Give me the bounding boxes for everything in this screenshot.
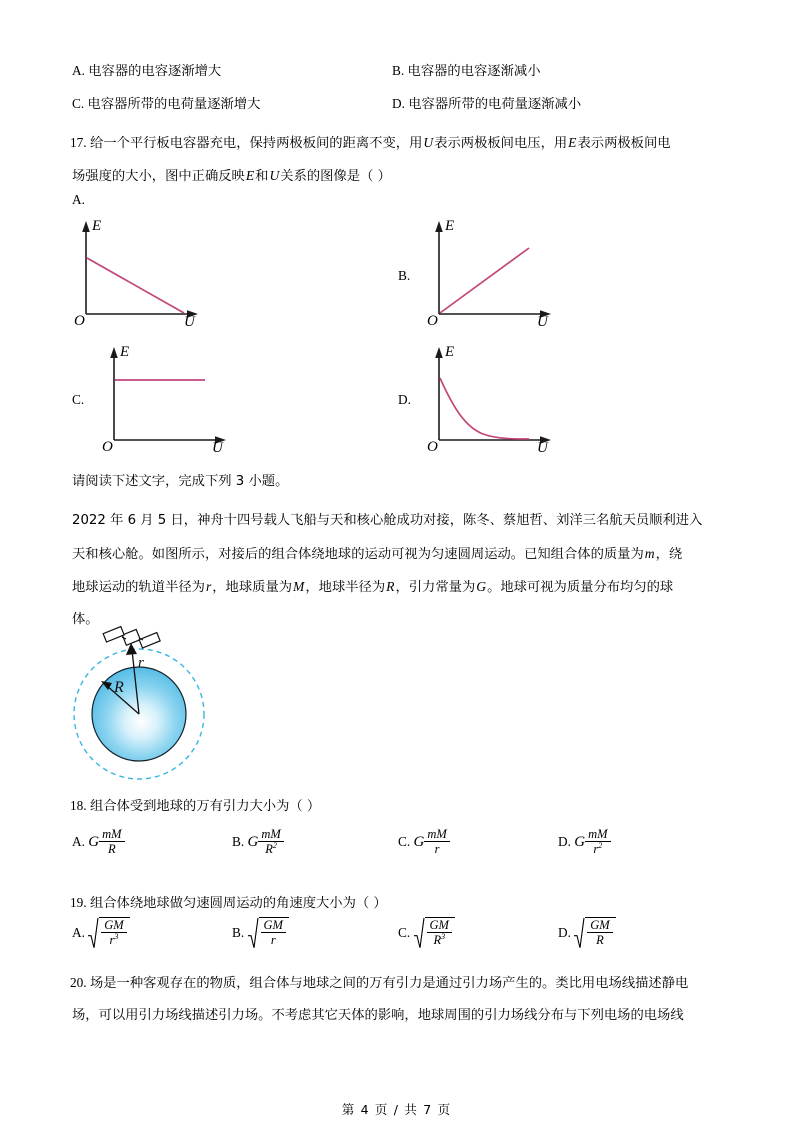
q19-option-a-radical	[88, 917, 129, 949]
q18-option-d-num: mM	[588, 827, 608, 841]
q17-graph-d[interactable]	[425, 341, 565, 456]
passage-line-2	[72, 544, 682, 565]
graph-c-y-axis-label: E	[120, 344, 130, 360]
graph-b-origin-label: O	[427, 313, 438, 329]
q19-option-b[interactable]	[232, 918, 289, 950]
q20-stem-line-2: 场，可以用引力场线描述引力场。不考虑其它天体的影响，地球周围的引力场线分布与下列电场的电场线	[72, 1008, 684, 1023]
q18-option-b-fraction	[258, 827, 283, 857]
q18-option-c-label: C.	[398, 833, 411, 849]
passage-line-3-text-e: 。地球可视为质量分布均匀的球	[487, 580, 674, 595]
q19-option-d-radical	[574, 917, 615, 949]
q18-option-c-fraction	[424, 827, 449, 857]
graph-d-origin-label: O	[427, 439, 438, 455]
q16-option-b[interactable]	[392, 60, 541, 79]
q17-graph-c[interactable]	[100, 341, 240, 456]
q16-option-d-text: 电容器所带的电荷量逐渐减小	[408, 97, 582, 112]
q19-option-a-exp: 3	[114, 932, 119, 942]
q18-option-d-den: $r^2$	[585, 841, 610, 856]
q17-stem-text-2a: 场强度的大小，图中正确反映	[72, 169, 245, 184]
q17-graph-c-label: C.	[72, 392, 85, 407]
q20-stem-line-1	[70, 973, 688, 994]
q16-option-b-label: B.	[392, 63, 405, 78]
q19-option-c[interactable]	[398, 918, 455, 950]
q18-option-b-num: mM	[261, 827, 281, 841]
q16-option-c[interactable]	[72, 93, 260, 112]
passage-line-1: 2022 年 6 月 5 日，神舟十四号载人飞船与天和核心舱成功对接，陈冬、蔡旭哲、刘洋三名航天员顺利进入	[72, 513, 703, 528]
earth-radius-label-text: R	[114, 679, 124, 696]
passage-line-2-text-a: 天和核心舱。如图所示，对接后的组合体绕地球的运动可视为匀速圆周运动。已知组合体的质量为	[72, 547, 644, 562]
q17-number: 17.	[70, 135, 87, 150]
q17-stem-and: 和	[255, 169, 269, 184]
q17-stem-line-2	[72, 166, 391, 187]
passage-line-3-text-b: ，地球质量为	[212, 580, 293, 595]
q18-option-a[interactable]	[72, 828, 125, 858]
q17-graph-b-label: B.	[398, 268, 411, 283]
graph-a-origin-label: O	[74, 313, 85, 329]
q18-option-d-exp: 2	[598, 841, 603, 851]
q19-option-c-fraction	[427, 918, 452, 948]
q18-option-a-fraction	[99, 827, 124, 857]
sqrt-icon	[414, 917, 425, 949]
q19-option-b-label: B.	[232, 924, 245, 940]
q17-stem-text-1b: 表示两极板间电压，用	[434, 136, 568, 151]
graph-c-x-axis-label: U	[212, 440, 223, 456]
q19-option-a-fraction	[101, 918, 126, 948]
q18-option-d-fraction	[585, 827, 610, 857]
q19-option-a-den: $r^3$	[101, 932, 126, 947]
graph-c-origin-label: O	[102, 439, 113, 455]
q19-option-c-den: $R^3$	[427, 932, 452, 947]
q19-option-d-label: D.	[558, 924, 571, 940]
graph-a-x-axis-label: U	[184, 314, 195, 330]
q18-option-b[interactable]	[232, 828, 284, 858]
q16-option-a-label: A.	[72, 63, 85, 78]
q16-option-c-label: C.	[72, 96, 85, 111]
q18-option-c-num: mM	[427, 827, 447, 841]
q16-option-b-text: 电容器的电容逐渐减小	[407, 64, 541, 79]
q17-stem-line-1	[70, 133, 671, 154]
q19-option-a-label: A.	[72, 924, 85, 940]
passage-line-3	[72, 577, 673, 598]
q19-option-c-exp: 3	[441, 932, 446, 942]
q18-number: 18.	[70, 798, 87, 813]
q19-option-c-num: GM	[429, 918, 449, 932]
q17-graph-a[interactable]	[72, 215, 212, 330]
earth-orbit-figure	[70, 622, 310, 792]
q17-var-e-1: E	[568, 135, 577, 150]
q18-option-b-exp: 2	[272, 841, 277, 851]
q19-option-d[interactable]	[558, 918, 616, 950]
q18-option-d-label: D.	[558, 833, 571, 849]
sqrt-icon	[574, 917, 585, 949]
passage-line-3-text-a: 地球运动的轨道半径为	[72, 580, 205, 595]
q18-stem-text: 组合体受到地球的万有引力大小为（ ）	[89, 799, 321, 814]
q19-option-c-radical	[414, 917, 455, 949]
q19-option-d-fraction	[587, 918, 612, 948]
passage-line-3-text-d: ，引力常量为	[395, 580, 476, 595]
q18-option-a-coef: G	[88, 833, 100, 850]
earth-orbit-svg	[70, 622, 310, 792]
q20-stem-text-1: 场是一种客观存在的物质，组合体与地球之间的万有引力是通过引力场产生的。类比用电场线描述静电	[89, 976, 689, 991]
passage-line-2-text-b: ，绕	[655, 547, 683, 562]
q18-option-b-coef: G	[247, 833, 259, 850]
q18-option-c-coef: G	[413, 833, 425, 850]
q18-option-c-den: r	[424, 841, 449, 856]
q16-option-d[interactable]	[392, 93, 581, 112]
q17-graph-d-label: D.	[398, 392, 411, 407]
sqrt-icon	[248, 917, 259, 949]
q18-option-b-label: B.	[232, 833, 245, 849]
q18-option-c[interactable]	[398, 828, 450, 858]
q16-option-a-text: 电容器的电容逐渐增大	[88, 64, 222, 79]
q19-option-b-num: GM	[263, 918, 283, 932]
passage-var-bigr: R	[386, 579, 395, 594]
q19-option-d-num: GM	[590, 918, 610, 932]
graph-d-y-axis-label: E	[445, 344, 455, 360]
graph-b-y-axis-label: E	[445, 218, 455, 234]
q19-number: 19.	[70, 895, 87, 910]
q16-option-d-label: D.	[392, 96, 405, 111]
q17-stem-text-1c: 表示两极板间电	[577, 136, 671, 151]
passage-var-bigg: G	[476, 579, 487, 594]
graph-d-x-axis-label: U	[537, 440, 548, 456]
q18-option-d[interactable]	[558, 828, 611, 858]
q18-option-a-num: mM	[102, 827, 122, 841]
q17-var-e-2: E	[245, 168, 255, 183]
sqrt-icon	[88, 917, 99, 949]
q19-stem-text: 组合体绕地球做匀速圆周运动的角速度大小为（ ）	[89, 896, 387, 911]
q19-option-d-den: R	[587, 932, 612, 947]
q16-option-a[interactable]	[72, 60, 221, 79]
q17-stem-text-2b: 关系的图像是（ ）	[280, 169, 391, 184]
page-footer: 第 4 页 / 共 7 页	[341, 1102, 452, 1117]
q18-option-d-coef: G	[574, 833, 586, 850]
passage-var-bigm: M	[293, 579, 305, 594]
q18-option-a-label: A.	[72, 833, 85, 849]
q17-var-u-1: U	[423, 135, 434, 150]
q19-option-b-den: r	[261, 932, 286, 947]
passage-line-4: 体。	[72, 612, 99, 627]
passage-line-3-text-c: ，地球半径为	[305, 580, 386, 595]
q19-option-a[interactable]	[72, 918, 130, 950]
passage-var-m: m	[644, 546, 655, 561]
q19-option-b-radical	[248, 917, 289, 949]
q19-option-b-fraction	[261, 918, 286, 948]
q17-stem-text-1a: 给一个平行板电容器充电，保持两极板间的距离不变，用	[89, 136, 423, 151]
q17-var-u-2: U	[269, 168, 280, 183]
q18-option-b-den: $R^2$	[258, 841, 283, 856]
q18-stem	[70, 796, 320, 817]
graph-a-y-axis-label: E	[92, 218, 102, 234]
orbit-radius-label-text: r	[138, 655, 144, 671]
q17-graph-a-label: A.	[72, 192, 85, 207]
q16-option-c-text: 电容器所带的电荷量逐渐增大	[87, 97, 261, 112]
passage-var-r: r	[205, 579, 212, 594]
q17-graph-b[interactable]	[425, 215, 565, 330]
q20-number: 20.	[70, 975, 87, 990]
passage-instruction: 请阅读下述文字，完成下列 3 小题。	[72, 474, 289, 489]
q19-option-c-label: C.	[398, 924, 411, 940]
q19-stem	[70, 893, 387, 914]
q19-option-a-num: GM	[104, 918, 124, 932]
q18-option-a-den: R	[99, 841, 124, 856]
graph-b-x-axis-label: U	[537, 314, 548, 330]
